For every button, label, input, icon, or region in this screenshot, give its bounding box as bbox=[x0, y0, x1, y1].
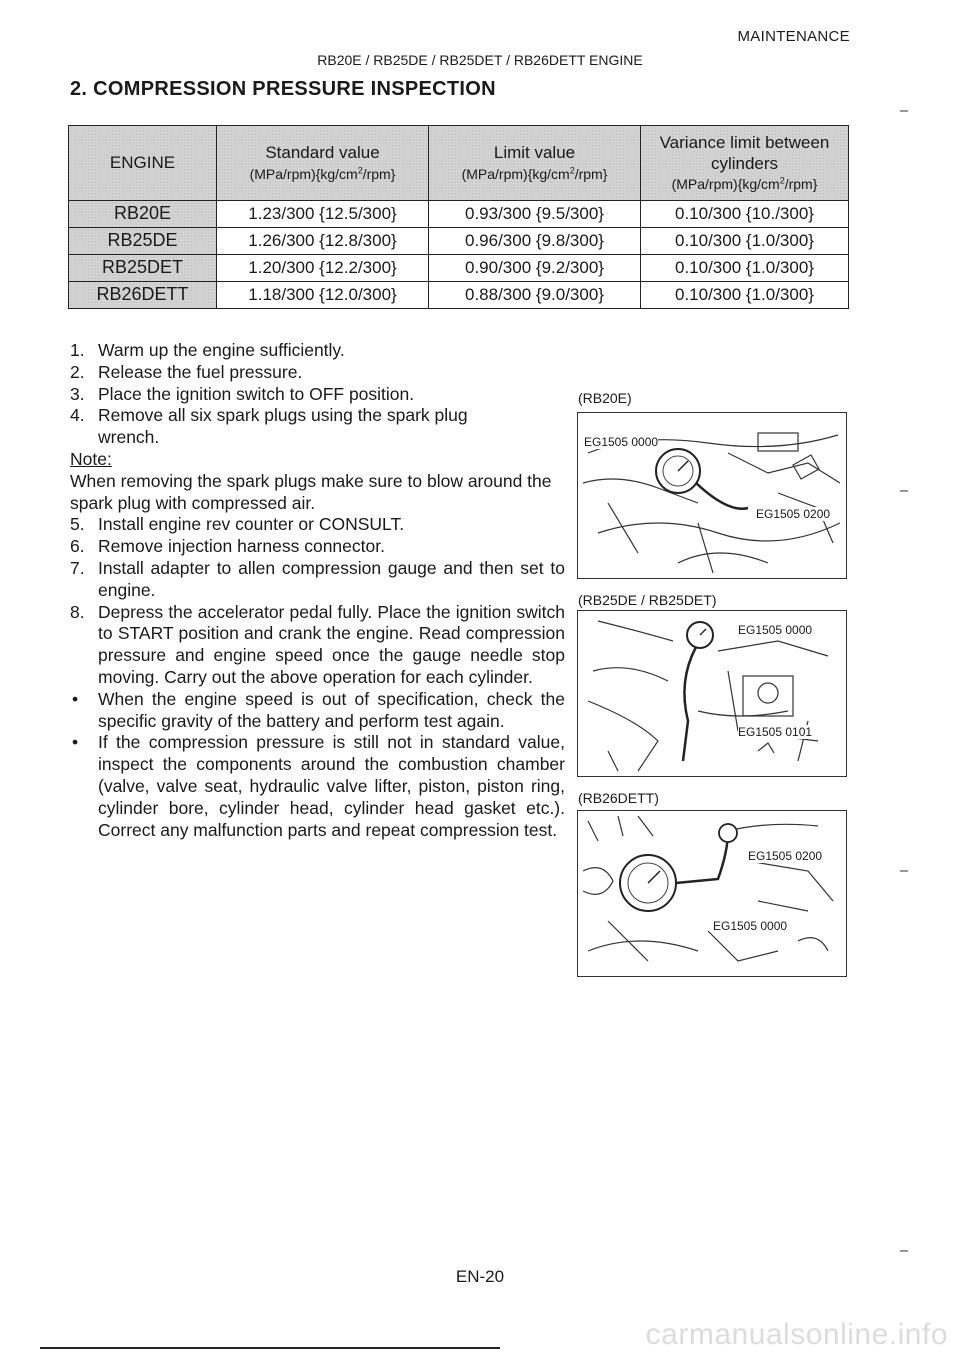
figure-1-label: (RB20E) bbox=[578, 390, 632, 406]
cell-engine: RB25DE bbox=[69, 228, 217, 255]
cell-standard: 1.18/300 {12.0/300} bbox=[217, 282, 429, 309]
bullet-2: • If the compression pressure is still not in standard value, inspect the components around the combustion chamber (valve, valve seat, hydraulic valve lifter, piston, piston ring, cylinder bore, cylinder head, cylinder head gasket etc.). Correct any malfunction parts and repeat compression test. bbox=[72, 732, 565, 840]
bullet-1: • When the engine speed is out of specification, check the specific gravity of the battery and perform test again. bbox=[72, 688, 565, 731]
page-title: 2. COMPRESSION PRESSURE INSPECTION bbox=[70, 78, 496, 100]
margin-mark bbox=[900, 1250, 908, 1252]
cell-engine: RB26DETT bbox=[69, 282, 217, 309]
compression-gauge-icon bbox=[656, 449, 748, 509]
figure-1-callout-b: EG1505 0200 bbox=[756, 507, 831, 521]
header-limit-value: Limit value $(MPa/rpm)\{kg/cm^2/rpm\}$ bbox=[429, 126, 641, 201]
cell-variance: 0.10/300 {1.0/300} bbox=[641, 255, 849, 282]
engine-header: RB20E / RB25DE / RB25DET / RB26DETT ENGINE bbox=[317, 52, 643, 68]
margin-mark bbox=[900, 110, 908, 112]
figure-2-illustration bbox=[577, 610, 847, 777]
table-row bbox=[69, 201, 849, 228]
figure-3-callout-b: EG1505 0000 bbox=[713, 919, 788, 933]
cell-limit: 0.88/300 {9.0/300} bbox=[429, 282, 641, 309]
cell-engine: RB20E bbox=[69, 201, 217, 228]
cell-variance: 0.10/300 {1.0/300} bbox=[641, 228, 849, 255]
header-variance-limit: Variance limit between cylinders $(MPa/rpm)\{kg/cm^2/rpm\}$ bbox=[641, 126, 849, 201]
cell-limit: 0.90/300 {9.2/300} bbox=[429, 255, 641, 282]
figure-3-callout-a: EG1505 0200 bbox=[748, 849, 823, 863]
margin-mark bbox=[900, 870, 908, 872]
header-standard-value: Standard value $(MPa/rpm)\{kg/cm^2/rpm\}$ bbox=[217, 126, 429, 201]
step-4: 4. Remove all six spark plugs using the spark plug wrench. bbox=[70, 405, 468, 448]
table-row bbox=[69, 228, 849, 255]
page-number: EN-20 bbox=[455, 1267, 505, 1286]
note-text: When removing the spark plugs make sure to blow around the spark plug with compressed air. bbox=[70, 470, 552, 513]
figure-2-callout-a: EG1505 0000 bbox=[738, 623, 813, 637]
figure-2-label: (RB25DE / RB25DET) bbox=[578, 592, 717, 608]
cell-engine: RB25DET bbox=[69, 255, 217, 282]
cell-standard: 1.23/300 {12.5/300} bbox=[217, 201, 429, 228]
procedure-steps bbox=[70, 340, 565, 841]
table-row bbox=[69, 282, 849, 309]
table-header-row bbox=[69, 126, 849, 201]
cell-variance: 0.10/300 {10./300} bbox=[641, 201, 849, 228]
compression-gauge-icon bbox=[683, 622, 713, 761]
margin-mark bbox=[900, 490, 908, 492]
cell-limit: 0.93/300 {9.5/300} bbox=[429, 201, 641, 228]
cell-standard: 1.26/300 {12.8/300} bbox=[217, 228, 429, 255]
cell-standard: 1.20/300 {12.2/300} bbox=[217, 255, 429, 282]
section-label: MAINTENANCE bbox=[737, 28, 850, 45]
compression-spec-table bbox=[68, 125, 849, 309]
footer-rule bbox=[40, 1347, 500, 1349]
cell-limit: 0.96/300 {9.8/300} bbox=[429, 228, 641, 255]
step-2: 2. Release the fuel pressure. bbox=[70, 361, 303, 382]
header-engine: ENGINE bbox=[69, 126, 217, 201]
step-1: 1. Warm up the engine sufficiently. bbox=[70, 340, 345, 360]
step-3: 3. Place the ignition switch to OFF position. bbox=[70, 383, 415, 404]
figure-1-callout-a: EG1505 0000 bbox=[584, 435, 659, 449]
step-8: 8. Depress the accelerator pedal fully. Place the ignition switch to START position and crank the engine. Read compression pressure and engine speed once the gauge needle stop moving. Carry out the above operation for each cylinder. bbox=[70, 601, 565, 687]
figure-3-label: (RB26DETT) bbox=[578, 790, 659, 806]
step-6: 6. Remove injection harness connector. bbox=[70, 536, 385, 557]
figure-1-illustration bbox=[577, 412, 847, 579]
table-row bbox=[69, 255, 849, 282]
step-5: 5. Install engine rev counter or CONSULT. bbox=[70, 514, 405, 535]
note-label: Note: bbox=[70, 448, 112, 469]
step-7: 7. Install adapter to allen compression gauge and then set to engine. bbox=[70, 557, 565, 600]
figure-3-illustration bbox=[577, 810, 847, 977]
figure-2-callout-b: EG1505 0101 bbox=[738, 725, 813, 739]
cell-variance: 0.10/300 {1.0/300} bbox=[641, 282, 849, 309]
watermark: carmanualsonline.info bbox=[645, 1318, 948, 1351]
compression-gauge-icon bbox=[620, 824, 737, 911]
